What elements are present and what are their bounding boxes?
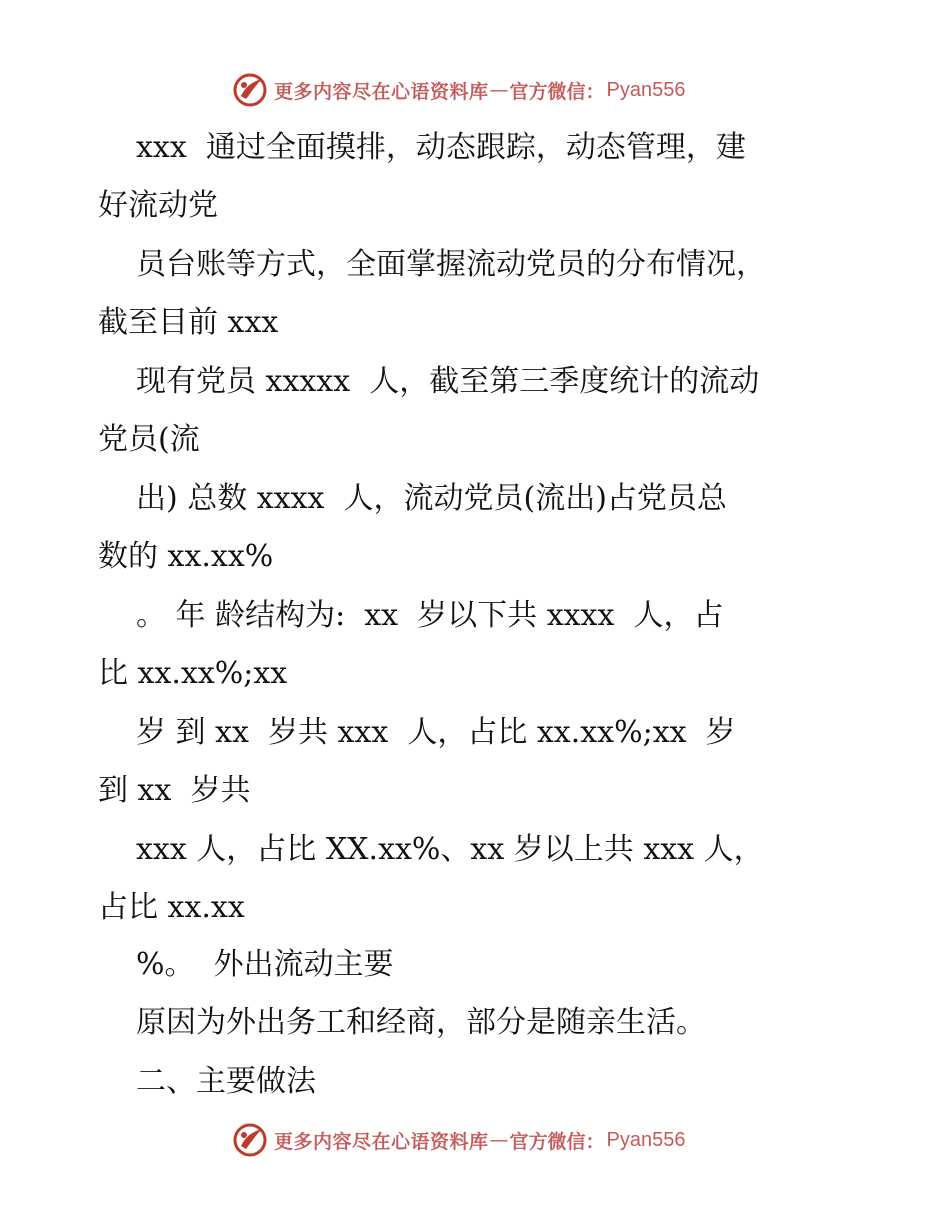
text-line: 好流动党	[98, 188, 218, 223]
text-line: 原因为外出务工和经商，部分是随亲生活。	[136, 1005, 706, 1040]
watermark-brand: 更多内容尽在心语资料库	[274, 80, 489, 103]
text-line: 占比 xx.xx	[98, 890, 245, 925]
text-line: %。 外出流动主要	[136, 947, 394, 982]
watermark-dash: —	[489, 79, 509, 101]
text-line: 比 xx.xx%;xx	[98, 656, 288, 691]
brand-logo-icon	[232, 72, 268, 108]
watermark-brand: 更多内容尽在心语资料库	[274, 1130, 489, 1153]
text-line: 出) 总数 xxxx 人，流动党员(流出)占党员总	[136, 481, 727, 516]
watermark-dash: —	[489, 1129, 509, 1151]
text-line: 岁 到 xx 岁共 xxx 人，占比 xx.xx%;xx 岁	[136, 715, 736, 750]
brand-logo-icon	[232, 1122, 268, 1158]
text-line: xxx 通过全面摸排，动态跟踪，动态管理，建	[136, 130, 746, 165]
text-line: 到 xx 岁共	[98, 773, 251, 808]
text-line: 数的 xx.xx%	[98, 539, 274, 574]
text-line: 。 年 龄结构为: xx 岁以下共 xxxx 人，占	[136, 598, 724, 633]
watermark-wechat-label: 官方微信：	[509, 80, 605, 103]
text-line: 截至目前 xxx	[98, 305, 279, 340]
watermark-handle: Pyan556	[606, 1128, 686, 1151]
text-line: xxx 人，占比 XX.xx%、xx 岁以上共 xxx 人，	[136, 832, 764, 867]
watermark-handle: Pyan556	[606, 78, 686, 101]
text-line: 现有党员 xxxxx 人，截至第三季度统计的流动	[136, 364, 760, 399]
text-line: 党员(流	[98, 422, 200, 457]
text-line: 员台账等方式，全面掌握流动党员的分布情况，	[136, 247, 766, 282]
watermark-wechat-label: 官方微信：	[509, 1130, 605, 1153]
section-heading: 二、主要做法	[136, 1064, 316, 1099]
footer-watermark	[232, 1120, 686, 1160]
header-watermark	[232, 70, 686, 110]
